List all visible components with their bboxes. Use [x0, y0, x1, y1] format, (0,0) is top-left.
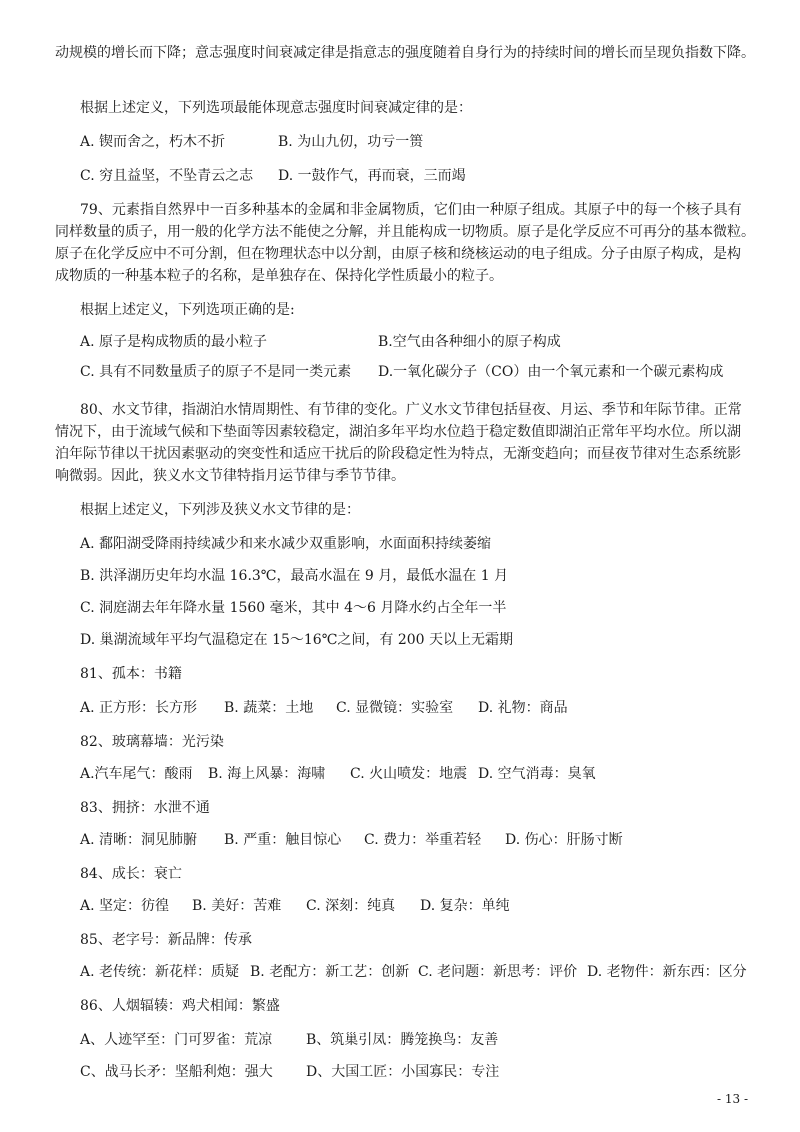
q80-option-d: D. 巢湖流域年平均气温稳定在 15～16℃之间，有 200 天以上无霜期 [80, 632, 513, 648]
q84-option-c: C. 深刻：纯真 [306, 898, 396, 914]
q85-option-d: D. 老物件：新东西：区分 [587, 964, 747, 980]
q80-passage-line-4: 响微弱。因此，狭义水文节律特指月运节律与季节节律。 [55, 468, 405, 484]
q81-option-d: D. 礼物：商品 [478, 700, 568, 716]
q80-option-a: A. 鄱阳湖受降雨持续减少和来水减少双重影响，水面面积持续萎缩 [80, 536, 492, 552]
q83-option-a: A. 清晰：洞见肺腑 [80, 832, 198, 848]
q86-option-a: A、人迹罕至：门可罗雀：荒凉 [80, 1032, 273, 1048]
q85-option-a: A. 老传统：新花样：质疑 [80, 964, 240, 980]
q82-stem: 82、玻璃幕墙：光污染 [80, 734, 224, 750]
q81-stem: 81、孤本：书籍 [80, 666, 182, 682]
q85-option-c: C. 老问题：新思考：评价 [418, 964, 578, 980]
q78-option-b: B. 为山九仞，功亏一篑 [278, 134, 424, 150]
q83-option-c: C. 费力：举重若轻 [364, 832, 482, 848]
page-number: - 13 - [716, 1092, 748, 1106]
q80-option-b: B. 洪泽湖历史年均水温 16.3℃，最高水温在 9 月，最低水温在 1 月 [80, 568, 509, 584]
q81-option-c: C. 显微镜：实验室 [336, 700, 454, 716]
q78-option-c: C. 穷且益坚，不坠青云之志 [80, 168, 254, 184]
q79-passage-line-2: 同样数量的质子，用一般的化学方法不能使之分解，并且能构成一切物质。原子是化学反应不可再分的基本微粒。 [55, 224, 755, 240]
q79-passage-line-4: 成物质的一种基本粒子的名称，是单独存在、保持化学性质最小的粒子。 [55, 268, 503, 284]
q84-option-a: A. 坚定：彷徨 [80, 898, 170, 914]
q82-option-c: C. 火山喷发：地震 [350, 766, 468, 782]
q82-option-b: B. 海上风暴：海啸 [208, 766, 326, 782]
q84-option-d: D. 复杂：单纯 [420, 898, 510, 914]
q82-option-d: D. 空气消毒：臭氧 [478, 766, 596, 782]
q85-stem: 85、老字号：新品牌：传承 [80, 932, 252, 948]
intro-tail: 动规模的增长而下降；意志强度时间衰减定律是指意志的强度随着自身行为的持续时间的增长而呈现负指数下降。 [55, 45, 755, 61]
q86-option-b: B、筑巢引凤：腾笼换鸟：友善 [306, 1032, 499, 1048]
q78-option-a: A. 锲而舍之，朽木不折 [80, 134, 226, 150]
q79-passage-line-3: 原子在化学反应中不可分割，但在物理状态中以分割，由原子核和绕核运动的电子组成。分子由原子构成，是构 [55, 246, 741, 262]
q83-option-b: B. 严重：触目惊心 [224, 832, 342, 848]
q78-option-d: D. 一鼓作气，再而衰，三而竭 [278, 168, 466, 184]
q79-option-a: A. 原子是构成物质的最小粒子 [80, 334, 268, 350]
q81-option-a: A. 正方形：长方形 [80, 700, 198, 716]
q80-passage-line-1: 80、水文节律，指湖泊水情周期性、有节律的变化。广义水文节律包括昼夜、月运、季节和年际节律。正常 [80, 402, 742, 418]
q82-option-a: A.汽车尾气：酸雨 [80, 766, 193, 782]
q80-stem: 根据上述定义，下列涉及狭义水文节律的是： [80, 502, 360, 518]
q86-stem: 86、人烟辐辏：鸡犬相闻：繁盛 [80, 998, 280, 1014]
q80-passage-line-2: 情况下，由于流域气候和下垫面等因素较稳定，湖泊多年平均水位趋于稳定数值即湖泊正常年平均水位。所以湖 [55, 424, 741, 440]
q79-stem: 根据上述定义，下列选项正确的是: [80, 302, 295, 318]
q81-option-b: B. 蔬菜：土地 [224, 700, 314, 716]
q79-passage-line-1: 79、元素指自然界中一百多种基本的金属和非金属物质，它们由一种原子组成。其原子中的每一个核子具有 [80, 202, 742, 218]
q80-passage-line-3: 泊年际节律以干扰因素驱动的突变性和适应干扰后的阶段稳定性为特点，无渐变趋向；而昼夜节律对生态系统影 [55, 446, 741, 462]
q84-option-b: B. 美好：苦难 [192, 898, 282, 914]
q79-option-c: C. 具有不同数量质子的原子不是同一类元素 [80, 364, 352, 380]
q85-option-b: B. 老配方：新工艺：创新 [250, 964, 410, 980]
q80-option-c: C. 洞庭湖去年年降水量 1560 毫米，其中 4～6 月降水约占全年一半 [80, 600, 507, 616]
q83-stem: 83、拥挤：水泄不通 [80, 800, 210, 816]
q78-stem: 根据上述定义，下列选项最能体现意志强度时间衰减定律的是： [80, 100, 472, 116]
q83-option-d: D. 伤心：肝肠寸断 [505, 832, 623, 848]
q84-stem: 84、成长：衰亡 [80, 866, 182, 882]
q79-option-d: D.一氧化碳分子（CO）由一个氧元素和一个碳元素构成 [378, 364, 724, 380]
q86-option-d: D、大国工匠：小国寡民：专注 [306, 1064, 500, 1080]
q79-option-b: B.空气由各种细小的原子构成 [378, 334, 561, 350]
q86-option-c: C、战马长矛：坚船利炮：强大 [80, 1064, 273, 1080]
